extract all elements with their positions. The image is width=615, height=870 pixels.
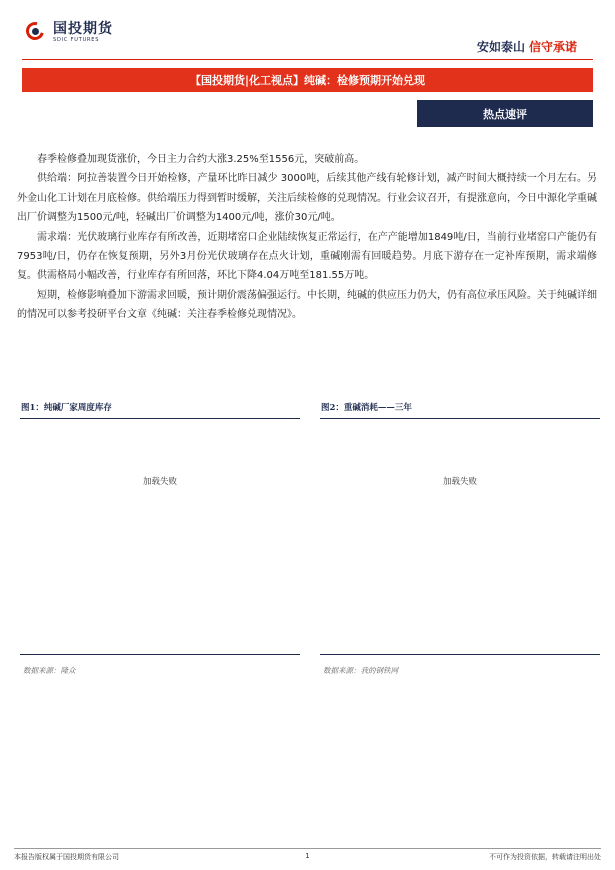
figure-source: 数据来源：我的钢铁网 <box>323 666 398 675</box>
logo-emblem-icon <box>26 22 48 44</box>
figure-2 <box>320 397 600 692</box>
logo-name-cn: 国投期货 <box>53 21 113 37</box>
figure-1 <box>20 397 300 692</box>
page-header <box>0 0 615 60</box>
figure-caption: 图1：纯碱厂家周度库存 <box>20 397 300 419</box>
figure-load-status: 加载失败 <box>142 477 177 487</box>
figure-divider <box>320 654 600 655</box>
figure-divider <box>20 654 300 655</box>
figure-load-status: 加载失败 <box>442 477 477 487</box>
footer-disclaimer: 不可作为投资依据，转载请注明出处 <box>489 853 601 861</box>
company-slogan <box>477 38 577 55</box>
slogan-accent: 信守承诺 <box>528 40 577 54</box>
paragraph-demand: 需求端：光伏玻璃行业库存有所改善，近期堵窑口企业陆续恢复正常运行，在产产能增加1849吨/日，当前行业堵窑口产能仍有7953吨/日，仍存在恢复预期，另外3月份光伏玻璃存在点火计划，重碱刚需有回暖趋势。月底下游存在一定补库预期，需求端修复。供需格局小幅改善，行业库存有所回落，环比下降4.04万吨至181.55万吨。 <box>17 231 597 282</box>
figure-caption: 图2：重碱消耗——三年 <box>320 397 600 419</box>
report-title: 【国投期货|化工视点】纯碱：检修预期开始兑现 <box>190 74 425 87</box>
footer-copyright: 本报告版权属于国投期货有限公司 <box>14 853 119 861</box>
paragraph-outlook: 短期，检修影响叠加下游需求回暖，预计期价震荡偏强运行。中长期，纯碱的供应压力仍大，仍有高位承压风险。关于纯碱详细的情况可以参考投研平台文章《纯碱：关注春季检修兑现情况》。 <box>17 289 597 321</box>
paragraph-supply: 供给端：阿拉善装置今日开始检修，产量环比昨日减少 3000吨，后续其他产线有轮修计划，减产时间大概持续一个月左右。另外金山化工计划在月底检修。供给端压力得到暂时缓解，关注后续检修的兑现情况。行业会议召开，有提涨意向，今日中源化学重碱出厂价调整为1500元/吨，轻碱出厂价调整为1400元/吨，涨价30元/吨。 <box>17 173 597 224</box>
logo-name-en: SDIC FUTURES <box>53 37 100 43</box>
report-body <box>17 150 597 325</box>
paragraph-summary: 春季检修叠加现货涨价，今日主力合约大涨3.25%至1556元，突破前高。 <box>37 154 365 165</box>
slogan-primary: 安如泰山 <box>476 40 525 54</box>
figure-source: 数据来源：隆众 <box>23 666 76 675</box>
page-number: 1 <box>305 852 310 860</box>
report-tag <box>417 100 593 127</box>
footer-divider <box>14 848 601 849</box>
company-logo <box>26 22 113 44</box>
report-title-bar <box>22 68 593 92</box>
header-divider <box>22 59 593 60</box>
report-tag-label: 热点速评 <box>483 107 527 121</box>
